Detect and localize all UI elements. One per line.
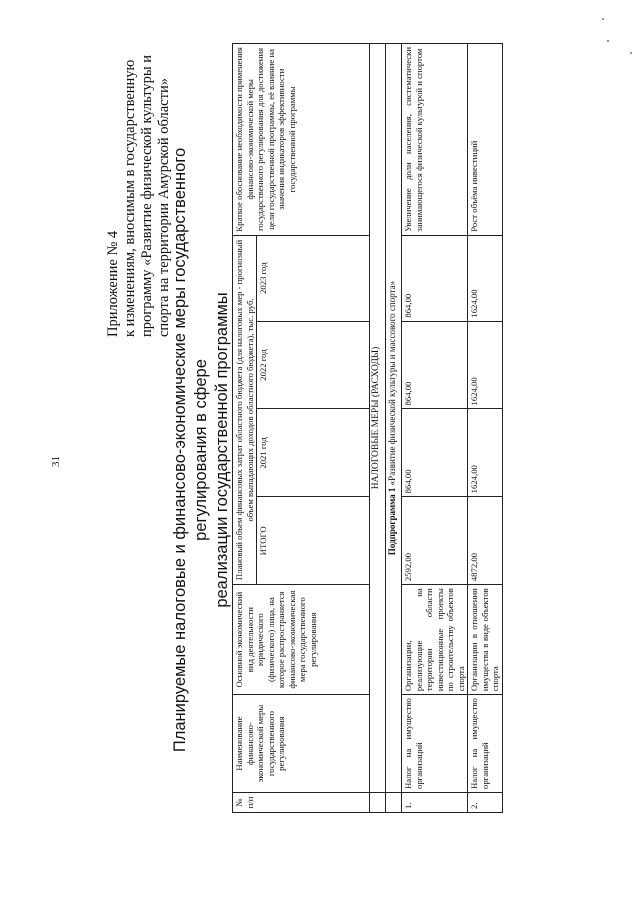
page-number: 31: [50, 456, 62, 467]
section-title: НАЛОГОВЫЕ МЕРЫ (РАСХОДЫ): [370, 44, 386, 793]
appendix-line: программу «Развитие физической культуры и: [139, 55, 155, 337]
heading-line: реализации государственной программы: [213, 292, 231, 608]
header-2021: 2021 год: [257, 409, 370, 497]
row-justification: Рост объёма инвестиций: [468, 44, 503, 236]
row-2022: 864,00: [402, 321, 468, 409]
row-activity: Организации в отношении имущества в виде объектов спорта: [468, 585, 503, 695]
header-justification: Краткое обоснование необходимости применения финансово-экономической меры государственного регулирования для достижения цели государственной программы, её влияние на значения индикаторов эффективности государственной программы: [233, 44, 370, 236]
subprogram-row: [386, 44, 402, 813]
header-total: ИТОГО: [257, 497, 370, 585]
row-name: Налог на имущество организаций: [402, 695, 468, 793]
scan-speck: [602, 18, 604, 20]
subprogram-title: [386, 44, 402, 793]
header-plan: Плановый объем финансовых затрат областного бюджета (для налоговых мер - прогнозный объем выпадающих доходов областного бюджета), тыс. руб.: [233, 235, 257, 584]
appendix-line: Приложение № 4: [105, 230, 121, 337]
heading-line: Планируемые налоговые и финансово-экономические меры государственного регулирования в сфере: [171, 147, 210, 753]
section-row: [370, 44, 386, 813]
header-2022: 2022 год: [257, 321, 370, 409]
row-name: Налог на имущество организаций: [468, 695, 503, 793]
row-2021: 1624,00: [468, 409, 503, 497]
row-total: 2592,00: [402, 497, 468, 585]
header-name: Наименование финансово-экономической меры государственного регулирования: [233, 695, 370, 793]
row-2023: 1624,00: [468, 235, 503, 321]
document-heading: [170, 90, 233, 810]
row-2021: 864,00: [402, 409, 468, 497]
header-2023: 2023 год: [257, 235, 370, 321]
row-num: 1.: [402, 793, 468, 813]
scan-speck: [630, 52, 632, 54]
appendix-line: спорта на территории Амурской области»: [156, 78, 172, 337]
row-total: 4872,00: [468, 497, 503, 585]
row-2022: 1624,00: [468, 321, 503, 409]
subprogram-bold: Подпрограмма 1: [387, 487, 397, 556]
header-row: [233, 44, 257, 813]
table-row: [468, 44, 503, 813]
row-activity: Организации, реализующие на территории области инвестиционные проекты по строительству объектов спорта: [402, 585, 468, 695]
header-num: № п/п: [233, 793, 370, 813]
measures-table: [232, 43, 503, 813]
appendix-block: [105, 37, 173, 337]
header-activity: Основной экономический вид деятельности юридического (физического) лица, на которое распространяется финансово-экономическая мера государственного регулирования: [233, 585, 370, 695]
appendix-line: к изменениям, вносимым в государственную: [122, 59, 138, 337]
row-2023: 864,00: [402, 235, 468, 321]
subprogram-rest: «Развитие физической культуры и массового спорта»: [387, 280, 397, 488]
scan-speck: [607, 40, 609, 42]
row-num: 2.: [468, 793, 503, 813]
row-justification: Увеличение доли населения, систематически занимающегося физической культурой и спортом: [402, 44, 468, 236]
table-row: [402, 44, 468, 813]
